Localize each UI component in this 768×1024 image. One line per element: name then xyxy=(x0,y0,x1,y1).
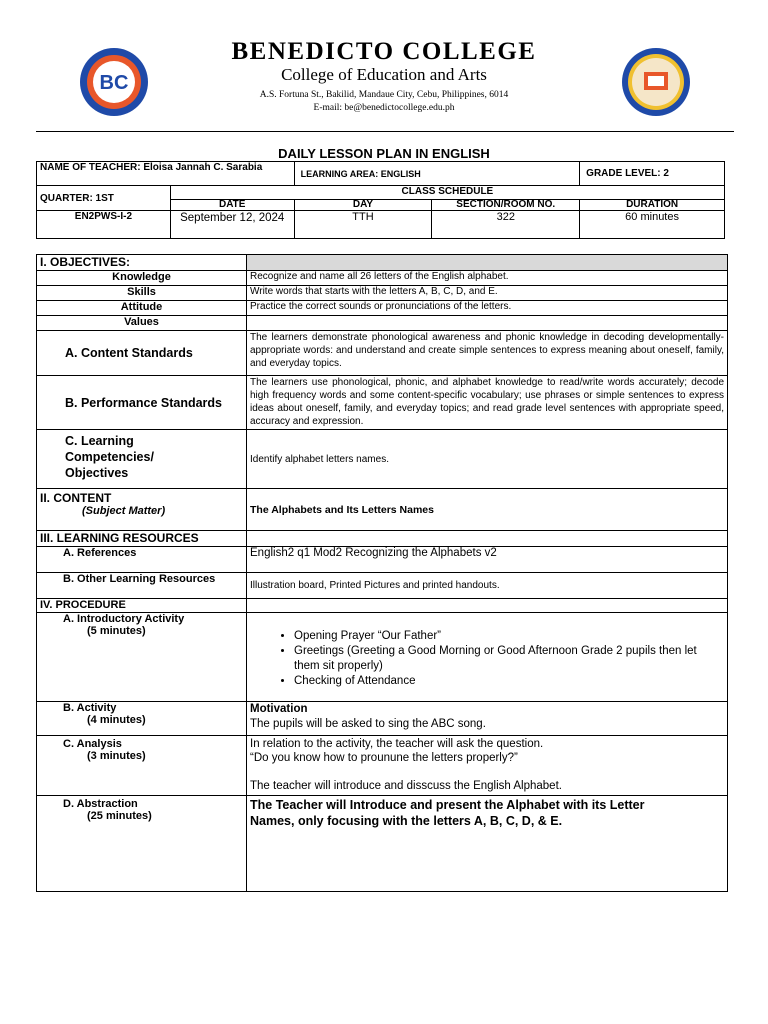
analysis-line-2: “Do you know how to prounune the letters properly?” xyxy=(250,752,518,764)
activity-label-cell xyxy=(37,702,247,736)
performance-standards-label: B. Performance Standards xyxy=(37,376,247,430)
analysis-cell xyxy=(247,736,728,796)
objectives-heading-fill xyxy=(247,255,728,271)
lesson-plan-table xyxy=(36,254,728,892)
competency-code: EN2PWS-I-2 xyxy=(37,211,171,239)
content-section xyxy=(37,489,247,531)
col-date: DATE xyxy=(170,200,294,211)
references-label: A. References xyxy=(37,547,247,573)
intro-activity-label: A. Introductory Activity xyxy=(63,613,185,625)
document-title: DAILY LESSON PLAN IN ENGLISH xyxy=(278,146,490,161)
col-section: SECTION/ROOM NO. xyxy=(432,200,580,211)
teacher-name: NAME OF TEACHER: Eloisa Jannah C. Sarabia xyxy=(37,162,295,186)
activity-text: The pupils will be asked to sing the ABC song. xyxy=(250,718,486,730)
learning-area: LEARNING AREA: ENGLISH xyxy=(294,162,580,186)
content-heading: II. CONTENT xyxy=(40,491,112,505)
college-email: E-mail: be@benedictocollege.edu.ph xyxy=(313,103,455,113)
college-subtitle: College of Education and Arts xyxy=(281,65,487,84)
header-divider xyxy=(36,131,734,132)
performance-standards-value: The learners use phonological, phonic, and alphabet knowledge to read/write words accurately; decode high frequency words and some content-specific vocabulary; use phrases or simple sentences to express ideas about oneself, family, and everyday topics; and read grade level sentences with appropriate speed, accuracy and expression. xyxy=(247,376,728,430)
schedule-section: 322 xyxy=(432,211,580,239)
competencies-value: Identify alphabet letters names. xyxy=(247,430,728,489)
content-subheading: (Subject Matter) xyxy=(82,505,166,517)
content-standards-value: The learners demonstrate phonological awareness and phonic knowledge in decoding developmentally-appropriate words: and understand and create simple sentences to express meaning about oneself, family, and everyday topics. xyxy=(247,331,728,376)
attitude-label: Attitude xyxy=(37,301,247,316)
references-value: English2 q1 Mod2 Recognizing the Alphabets v2 xyxy=(247,547,728,573)
abstraction-time: (25 minutes) xyxy=(87,810,152,822)
content-standards-label: A. Content Standards xyxy=(37,331,247,376)
intro-activity-items xyxy=(247,613,728,702)
values-value xyxy=(247,316,728,331)
objectives-heading: I. OBJECTIVES: xyxy=(37,255,247,271)
knowledge-label: Knowledge xyxy=(37,271,247,286)
other-resources-label: B. Other Learning Resources xyxy=(37,573,247,599)
procedure-heading: IV. PROCEDURE xyxy=(37,599,247,613)
schedule-date: September 12, 2024 xyxy=(170,211,294,239)
content-value: The Alphabets and Its Letters Names xyxy=(247,489,728,531)
activity-label: B. Activity xyxy=(63,702,117,714)
col-day: DAY xyxy=(294,200,432,211)
quarter: QUARTER: 1ST xyxy=(37,186,171,211)
intro-activity-label-cell xyxy=(37,613,247,702)
class-schedule-label: CLASS SCHEDULE xyxy=(170,186,724,200)
analysis-line-1: In relation to the activity, the teacher will ask the question. xyxy=(250,738,544,750)
skills-label: Skills xyxy=(37,286,247,301)
col-duration: DURATION xyxy=(580,200,725,211)
procedure-heading-fill xyxy=(247,599,728,613)
analysis-time: (3 minutes) xyxy=(87,750,146,762)
analysis-line-3: The teacher will introduce and disscuss the English Alphabet. xyxy=(250,780,562,792)
grade-level: GRADE LEVEL: 2 xyxy=(580,162,725,186)
activity-cell xyxy=(247,702,728,736)
list-item: • Opening Prayer “Our Father” xyxy=(294,629,724,644)
values-label: Values xyxy=(37,316,247,331)
abstraction-text: The Teacher will Introduce and present the Alphabet with its Letter Names, only focusing with the letters A, B, C, D, & E. xyxy=(247,796,728,892)
logo-text: BC xyxy=(99,72,129,94)
resources-heading-fill xyxy=(247,531,728,547)
abstraction-label-cell xyxy=(37,796,247,892)
analysis-label-cell xyxy=(37,736,247,796)
skills-value: Write words that starts with the letters A, B, C, D, and E. xyxy=(247,286,728,301)
activity-title: Motivation xyxy=(250,703,308,715)
college-address: A.S. Fortuna St., Bakilid, Mandaue City, Cebu, Philippines, 6014 xyxy=(259,90,509,100)
activity-time: (4 minutes) xyxy=(87,714,146,726)
knowledge-value: Recognize and name all 26 letters of the English alphabet. xyxy=(247,271,728,286)
abstraction-label: D. Abstraction xyxy=(63,798,138,810)
other-resources-value: Illustration board, Printed Pictures and printed handouts. xyxy=(247,573,728,599)
schedule-duration: 60 minutes xyxy=(580,211,725,239)
college-name: BENEDICTO COLLEGE xyxy=(231,38,537,65)
lesson-info-table xyxy=(36,161,725,239)
list-item: • Checking of Attendance xyxy=(294,674,724,689)
analysis-label: C. Analysis xyxy=(63,738,122,750)
list-item: • Greetings (Greeting a Good Morning or Good Afternoon Grade 2 pupils then let them sit properly) xyxy=(294,644,724,674)
resources-heading: III. LEARNING RESOURCES xyxy=(37,531,247,547)
competencies-label: C. Learning Competencies/ Objectives xyxy=(37,430,247,489)
intro-activity-time: (5 minutes) xyxy=(87,625,146,637)
schedule-day: TTH xyxy=(294,211,432,239)
attitude-value: Practice the correct sounds or pronunciations of the letters. xyxy=(247,301,728,316)
